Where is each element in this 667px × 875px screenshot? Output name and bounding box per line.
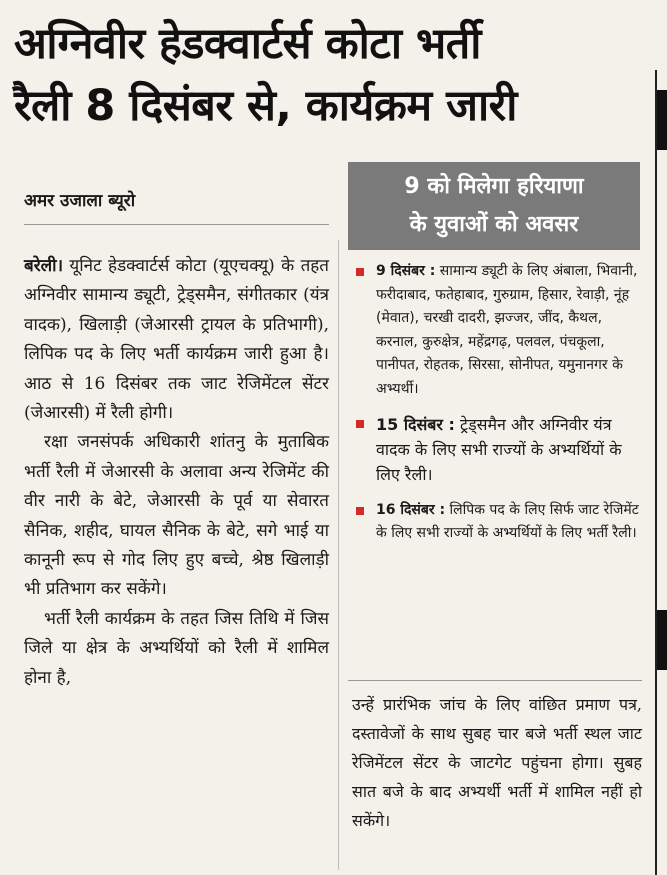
subheading-line-2: के युवाओं को अवसर xyxy=(409,212,579,237)
byline: अमर उजाला ब्यूरो xyxy=(24,191,136,211)
subheading-box xyxy=(348,162,640,250)
headline-line-1: अग्निवीर हेडक्वार्टर्स कोटा भर्ती xyxy=(14,19,481,69)
paragraph-1 xyxy=(24,252,329,428)
paragraph-2: रक्षा जनसंपर्क अधिकारी शांतनु के मुताबिक भर्ती रैली में जेआरसी के अलावा अन्य रेजिमेंट की वीर नारी के बेटे, जेआरसी के पूर्व या सेवारत सैनिक, शहीद, घायल सैनिक के बेटे, सगे भाई या कानूनी रूप से गोद लिए हुए बच्चे, श्रेष्ठ खिलाड़ी भी प्रतिभाग कर सकेंगे। xyxy=(24,432,329,600)
paragraph-1-text: यूनिट हेडक्वार्टर्स कोटा (यूएचक्यू) के तहत अग्निवीर सामान्य ड्यूटी, ट्रेड्समैन, संगीतकार (यंत्र वादक), खिलाड़ी (जेआरसी ट्रायल के प्रतिभागी), लिपिक पद के लिए भर्ती कार्यक्रम जारी हुआ है। आठ से 16 दिसंबर तक जाट रेजिमेंटल सेंटर (जेआरसी) में रैली होगी। xyxy=(24,256,329,424)
schedule-item xyxy=(356,412,646,487)
adjacent-dark-block xyxy=(657,610,667,670)
bullet-square-icon xyxy=(356,507,364,515)
schedule-box-divider xyxy=(348,680,642,681)
paragraph-3: भर्ती रैली कार्यक्रम के तहत जिस तिथि में जिस जिले या क्षेत्र के अभ्यर्थियों को रैली में शामिल होना है, xyxy=(24,608,329,688)
schedule-date: 9 दिसंबर : xyxy=(376,263,436,279)
schedule-text: सामान्य ड्यूटी के लिए अंबाला, भिवानी, फरीदाबाद, फतेहाबाद, गुरुग्राम, हिसार, रेवाड़ी, नूंह (मेवात), चरखी दादरी, झज्जर, जींद, कैथल, करनाल, कुरुक्षेत्र, महेंद्रगढ़, पलवल, पंचकूला, पानीपत, रोहतक, सिरसा, सोनीपत, यमुनानगर के अभ्यर्थी। xyxy=(376,263,638,397)
schedule-text: ट्रेड्समैन और अग्निवीर यंत्र वादक के लिए सभी राज्यों के अभ्यर्थियों के लिए रैली। xyxy=(376,414,622,484)
byline-divider xyxy=(24,224,329,225)
adjacent-dark-block xyxy=(657,90,667,150)
schedule-list xyxy=(356,260,646,556)
bullet-square-icon xyxy=(356,420,364,428)
schedule-date: 16 दिसंबर : xyxy=(376,501,446,518)
schedule-date: 15 दिसंबर : xyxy=(376,414,455,434)
column-divider xyxy=(338,240,339,870)
adjacent-article-edge xyxy=(655,70,667,875)
schedule-item xyxy=(356,499,646,546)
dateline: बरेली। xyxy=(24,256,64,276)
article-column-1 xyxy=(24,252,329,693)
subheading-line-1: 9 को मिलेगा हरियाणा xyxy=(404,174,584,199)
schedule-item xyxy=(356,260,646,402)
schedule-text: लिपिक पद के लिए सिर्फ जाट रेजिमेंट के लिए सभी राज्यों के अभ्यर्थियों के लिए भर्ती रैली। xyxy=(376,501,639,542)
headline-line-2: रैली 8 दिसंबर से, कार्यक्रम जारी xyxy=(14,81,517,131)
bullet-square-icon xyxy=(356,268,364,276)
article-column-2-text: उन्हें प्रारंभिक जांच के लिए वांछित प्रमाण पत्र, दस्तावेजों के साथ सुबह चार बजे भर्ती स्थल जाट रेजिमेंटल सेंटर के जाटगेट पहुंचना होगा। सुबह सात बजे के बाद अभ्यर्थी भर्ती में शामिल नहीं हो सकेंगे। xyxy=(352,695,642,830)
